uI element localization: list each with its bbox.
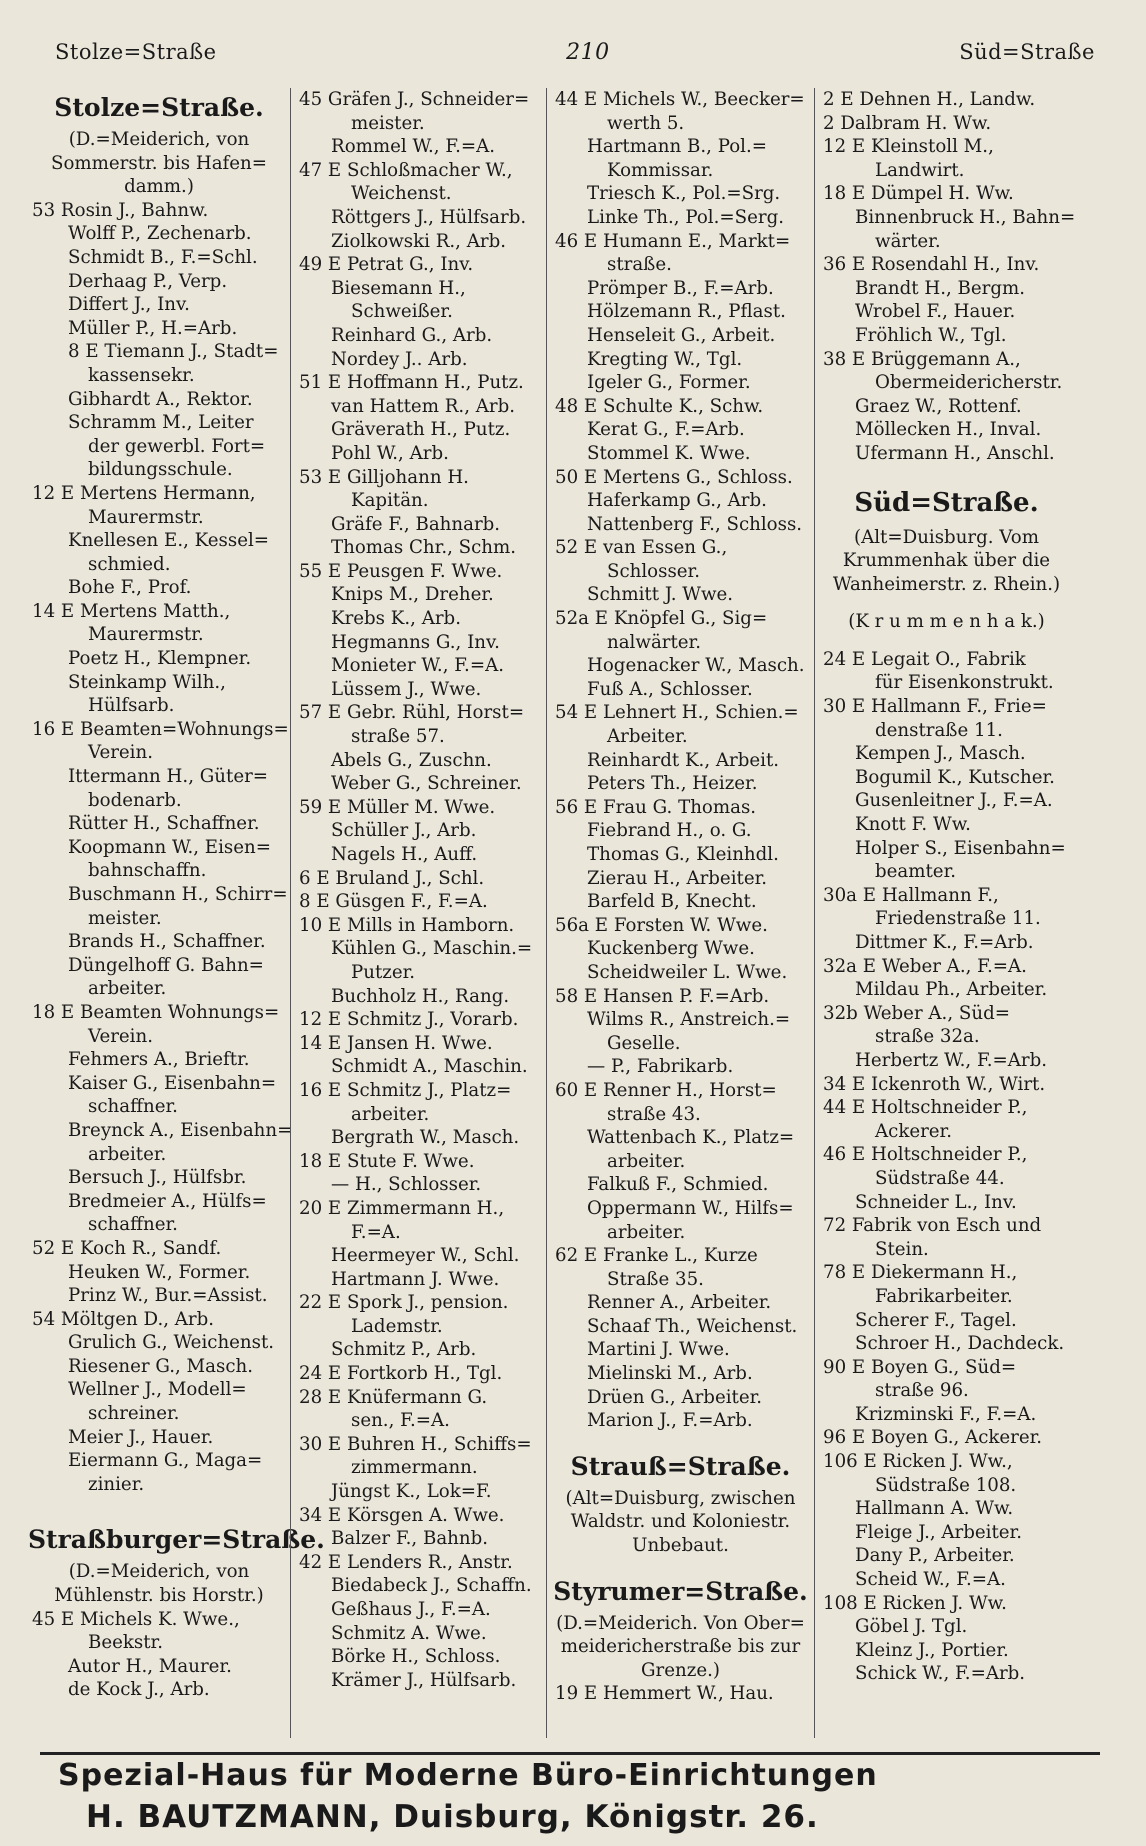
street-heading: Styrumer=Straße. xyxy=(553,1576,808,1606)
directory-entry: Bredmeier A., Hülfs= xyxy=(68,1190,267,1212)
directory-entry: Knott F. Ww. xyxy=(855,814,971,836)
directory-entry: straße 32a. xyxy=(875,1026,980,1048)
page-header xyxy=(55,40,1095,76)
directory-entry: Nattenberg F., Schloss. xyxy=(587,513,803,535)
directory-entry: Schmitz A. Wwe. xyxy=(331,1622,487,1644)
directory-entry: Gibhardt A., Rektor. xyxy=(68,388,253,410)
street-note: Wanheimerstr. z. Rhein.) xyxy=(832,573,1061,595)
street-note: meidericherstraße bis zur xyxy=(560,1636,801,1658)
directory-entry: Schaaf Th., Weichenst. xyxy=(587,1315,798,1337)
directory-entry: 56 E Frau G. Thomas. xyxy=(555,796,757,818)
directory-entry: 52a E Knöpfel G., Sig= xyxy=(555,608,768,630)
directory-entry: Gusenleitner J., F.=A. xyxy=(855,790,1053,812)
directory-entry: Monieter W., F.=A. xyxy=(331,655,504,677)
directory-entry: bodenarb. xyxy=(88,789,182,811)
directory-entry: 30 E Hallmann F., Frie= xyxy=(823,696,1047,718)
directory-entry: Oppermann W., Hilfs= xyxy=(587,1197,794,1219)
directory-entry: Wrobel F., Hauer. xyxy=(855,301,1016,323)
directory-entry: van Hattem R., Arb. xyxy=(331,395,516,417)
directory-entry: Straße 35. xyxy=(607,1268,704,1290)
directory-entry: 59 E Müller M. Wwe. xyxy=(299,796,496,818)
street-note: Grenze.) xyxy=(641,1659,720,1681)
directory-entry: Heuken W., Former. xyxy=(68,1261,251,1283)
street-heading: Stolze=Straße. xyxy=(54,93,264,122)
directory-entry: 8 E Güsgen F., F.=A. xyxy=(299,891,488,913)
street-note: (K r u m m e n h a k.) xyxy=(848,611,1045,633)
directory-entry: Biedabeck J., Schaffn. xyxy=(331,1575,532,1597)
street-note: damm.) xyxy=(124,176,194,198)
directory-entry: Landwirt. xyxy=(875,159,965,181)
directory-entry: 46 E Holtschneider P., xyxy=(823,1144,1028,1166)
directory-entry: Fabrikarbeiter. xyxy=(875,1285,1013,1307)
directory-entry: Lademstr. xyxy=(351,1315,443,1337)
directory-entry: Ittermann H., Güter= xyxy=(68,766,269,788)
directory-entry: Verein. xyxy=(88,742,153,764)
directory-entry: Thomas Chr., Schm. xyxy=(331,537,517,559)
directory-entry: Kapitän. xyxy=(351,490,429,512)
directory-entry: Geselle. xyxy=(607,1032,681,1054)
directory-entry: Röttgers J., Hülfsarb. xyxy=(331,206,527,228)
directory-entry: 78 E Diekermann H., xyxy=(823,1262,1018,1284)
directory-entry: Derhaag P., Verp. xyxy=(68,270,228,292)
directory-entry: Dany P., Arbeiter. xyxy=(855,1545,1015,1567)
street-note: (D.=Meiderich. Von Ober= xyxy=(556,1612,805,1634)
directory-entry: Marion J., F.=Arb. xyxy=(587,1410,753,1432)
directory-entry: 36 E Rosendahl H., Inv. xyxy=(823,254,1040,276)
directory-entry: Kühlen G., Maschin.= xyxy=(331,938,533,960)
directory-entry: 32b Weber A., Süd= xyxy=(823,1002,1010,1024)
directory-entry: Kerat G., F.=Arb. xyxy=(587,419,745,441)
directory-entry: Jüngst K., Lok=F. xyxy=(331,1481,492,1503)
directory-entry: Schmitz P., Arb. xyxy=(331,1339,477,1361)
directory-entry: Scherer F., Tagel. xyxy=(855,1309,1017,1331)
directory-entry: 52 E Koch R., Sandf. xyxy=(32,1237,222,1259)
street-heading: Straßburger=Straße. xyxy=(28,1525,325,1555)
directory-entry: Meier J., Hauer. xyxy=(68,1426,214,1448)
header-left: Stolze=Straße xyxy=(55,40,217,64)
directory-entry: straße 96. xyxy=(875,1380,969,1402)
directory-entry: 44 E Holtschneider P., xyxy=(823,1097,1028,1119)
column-2 xyxy=(290,88,546,1738)
column-4 xyxy=(814,88,1078,1738)
directory-entry: Autor H., Maurer. xyxy=(68,1655,232,1677)
directory-entry: 19 E Hemmert W., Hau. xyxy=(555,1683,774,1705)
directory-entry: 55 E Peusgen F. Wwe. xyxy=(299,560,503,582)
directory-entry: sen., F.=A. xyxy=(351,1410,450,1432)
directory-entry: meister. xyxy=(351,112,425,134)
directory-entry: 47 E Schloßmacher W., xyxy=(299,159,513,181)
directory-entry: Schneider L., Inv. xyxy=(855,1191,1017,1213)
directory-entry: Schmitt J. Wwe. xyxy=(587,584,734,606)
directory-entry: 14 E Mertens Matth., xyxy=(32,600,231,622)
directory-entry: 45 E Michels K. Wwe., xyxy=(32,1608,240,1630)
directory-entry: Steinkamp Wilh., xyxy=(68,671,226,693)
directory-entry: Hallmann A. Ww. xyxy=(855,1498,1014,1520)
directory-entry: 106 E Ricken J. Ww., xyxy=(823,1451,1013,1473)
directory-entry: 46 E Humann E., Markt= xyxy=(555,230,791,252)
directory-entry: Wattenbach K., Platz= xyxy=(587,1127,795,1149)
directory-entry: Schroer H., Dachdeck. xyxy=(855,1333,1065,1355)
directory-entry: — H., Schlosser. xyxy=(331,1174,482,1196)
directory-entry: Prömper B., F.=Arb. xyxy=(587,277,774,299)
directory-entry: 12 E Schmitz J., Vorarb. xyxy=(299,1009,519,1031)
directory-entry: Kregting W., Tgl. xyxy=(587,348,743,370)
directory-entry: 53 Rosin J., Bahnw. xyxy=(32,199,209,221)
spacer xyxy=(815,634,1078,648)
directory-entry: Grulich G., Weichenst. xyxy=(68,1332,275,1354)
street-note: Sommerstr. bis Hafen= xyxy=(51,152,267,174)
directory-entry: Fröhlich W., Tgl. xyxy=(855,324,1007,346)
directory-entry: 30a E Hallmann F., xyxy=(823,884,999,906)
directory-entry: 62 E Franke L., Kurze xyxy=(555,1245,758,1267)
directory-entry: Rommel W., F.=A. xyxy=(331,136,496,158)
directory-entry: Bersuch J., Hülfsbr. xyxy=(68,1167,247,1189)
directory-entry: arbeiter. xyxy=(88,978,167,1000)
street-note: Mühlenstr. bis Horstr.) xyxy=(54,1585,264,1607)
directory-entry: Kommissar. xyxy=(607,159,714,181)
directory-entry: arbeiter. xyxy=(607,1150,686,1172)
directory-entry: Weichenst. xyxy=(351,183,452,205)
street-note: Unbebaut. xyxy=(632,1535,729,1557)
directory-entry: Riesener G., Masch. xyxy=(68,1355,254,1377)
directory-entry: Brands H., Schaffner. xyxy=(68,931,266,953)
column-3 xyxy=(546,88,814,1738)
page-number: 210 xyxy=(566,40,610,65)
directory-entry: 72 Fabrik von Esch und xyxy=(823,1215,1042,1237)
directory-entry: 10 E Mills in Hamborn. xyxy=(299,914,515,936)
directory-entry: Bogumil K., Kutscher. xyxy=(855,766,1055,788)
directory-entry: wärter. xyxy=(875,230,941,252)
directory-entry: zinier. xyxy=(88,1473,145,1495)
header-right: Süd=Straße xyxy=(959,40,1095,64)
directory-entry: 38 E Brüggemann A., xyxy=(823,348,1021,370)
directory-entry: 12 E Kleinstoll M., xyxy=(823,136,994,158)
column-1 xyxy=(28,88,325,1738)
directory-entry: 2 E Dehnen H., Landw. xyxy=(823,89,1036,110)
directory-entry: Balzer F., Bahnb. xyxy=(331,1528,489,1550)
directory-entry: Friedenstraße 11. xyxy=(875,908,1041,930)
directory-entry: Ufermann H., Anschl. xyxy=(855,442,1055,464)
directory-entry: Graez W., Rottenf. xyxy=(855,395,1022,417)
directory-entry: arbeiter. xyxy=(88,1143,167,1165)
directory-entry: Stein. xyxy=(875,1238,929,1260)
directory-entry: Mielinski M., Arb. xyxy=(587,1363,753,1385)
directory-entry: Geßhaus J., F.=A. xyxy=(331,1599,491,1620)
directory-entry: Zierau H., Arbeiter. xyxy=(587,867,768,889)
directory-entry: schaffner. xyxy=(88,1214,178,1236)
directory-entry: straße. xyxy=(607,254,672,276)
directory-entry: 18 E Stute F. Wwe. xyxy=(299,1150,475,1172)
directory-entry: 51 E Hoffmann H., Putz. xyxy=(299,372,524,394)
directory-entry: Obermeidericherstr. xyxy=(875,372,1063,394)
directory-entry: Buschmann H., Schirr= xyxy=(68,884,288,905)
directory-entry: Drüen G., Arbeiter. xyxy=(587,1386,763,1408)
street-note: (D.=Meiderich, von xyxy=(68,129,250,150)
directory-entry: Koopmann W., Eisen= xyxy=(68,836,271,858)
directory-entry: Renner A., Arbeiter. xyxy=(587,1292,772,1314)
street-heading: Strauß=Straße. xyxy=(570,1451,791,1481)
directory-entry: 60 E Renner H., Horst= xyxy=(555,1079,777,1101)
directory-entry: straße 57. xyxy=(351,726,445,748)
directory-entry: 6 E Bruland J., Schl. xyxy=(299,867,485,889)
directory-entry: Bohe F., Prof. xyxy=(68,577,192,599)
directory-entry: Lüssem J., Wwe. xyxy=(331,678,482,700)
directory-entry: meister. xyxy=(88,907,162,929)
directory-entry: 30 E Buhren H., Schiffs= xyxy=(299,1433,532,1455)
directory-entry: Kuckenberg Wwe. xyxy=(587,938,755,960)
directory-entry: Fleige J., Arbeiter. xyxy=(855,1521,1023,1543)
directory-entry: Rütter H., Schaffner. xyxy=(68,813,260,835)
directory-entry: Henseleit G., Arbeit. xyxy=(587,324,776,346)
advert-line-1: Spezial-Haus für Moderne Büro-Einrichtungen xyxy=(58,1758,878,1793)
directory-entry: Schlosser. xyxy=(607,560,701,582)
directory-entry: — P., Fabrikarb. xyxy=(587,1056,734,1078)
directory-entry: 16 E Beamten=Wohnungs= xyxy=(32,718,289,740)
directory-entry: Martini J. Wwe. xyxy=(587,1339,730,1361)
street-note: Waldstr. und Koloniestr. xyxy=(570,1511,791,1533)
directory-entry: Bergrath W., Masch. xyxy=(331,1127,520,1149)
directory-entry: Hölzemann R., Pflast. xyxy=(587,301,786,323)
street-heading: Süd=Straße. xyxy=(854,487,1039,518)
directory-entry: 8 E Tiemann J., Stadt= xyxy=(68,341,279,363)
directory-entry: Möllecken H., Inval. xyxy=(855,419,1042,441)
directory-entry: Knips M., Dreher. xyxy=(331,584,494,606)
directory-entry: Reinhardt K., Arbeit. xyxy=(587,749,780,771)
directory-entry: Schmidt B., F.=Schl. xyxy=(68,246,258,268)
directory-entry: 24 E Legait O., Fabrik xyxy=(823,648,1026,670)
directory-entry: Eiermann G., Maga= xyxy=(68,1450,263,1472)
directory-entry: Knellesen E., Kessel= xyxy=(68,530,270,552)
directory-entry: Hegmanns G., Inv. xyxy=(331,631,500,653)
spacer xyxy=(815,596,1078,610)
directory-entry: Fehmers A., Brieftr. xyxy=(68,1049,250,1071)
directory-entry: arbeiter. xyxy=(607,1221,686,1243)
directory-entry: Herbertz W., F.=Arb. xyxy=(855,1049,1048,1071)
directory-entry: Linke Th., Pol.=Serg. xyxy=(587,206,784,228)
directory-entry: Göbel J. Tgl. xyxy=(855,1616,968,1638)
directory-entry: schmied. xyxy=(88,553,171,575)
directory-entry: Börke H., Schloss. xyxy=(331,1646,501,1668)
directory-entry: 54 E Lehnert H., Schien.= xyxy=(555,702,799,724)
directory-entry: Scheidweiler L. Wwe. xyxy=(587,961,788,983)
directory-entry: 2 Dalbram H. Ww. xyxy=(823,112,992,134)
directory-entry: Putzer. xyxy=(351,961,416,983)
directory-entry: Krämer J., Hülfsarb. xyxy=(331,1669,517,1691)
directory-entry: kassensekr. xyxy=(88,364,195,386)
directory-entry: Schramm M., Leiter xyxy=(68,412,254,434)
directory-columns xyxy=(28,88,1078,1738)
directory-entry: 53 E Gilljohann H. xyxy=(299,466,469,488)
directory-entry: Nagels H., Auff. xyxy=(331,844,478,865)
directory-entry: der gewerbl. Fort= xyxy=(88,435,266,457)
directory-entry: Scheid W., F.=A. xyxy=(855,1569,1006,1591)
directory-entry: Igeler G., Former. xyxy=(587,372,751,394)
directory-entry: Hülfsarb. xyxy=(88,695,175,717)
directory-entry: Krizminski F., F.=A. xyxy=(855,1403,1037,1425)
directory-entry: Maurermstr. xyxy=(88,624,204,646)
directory-entry: straße 43. xyxy=(607,1103,701,1125)
directory-entry: Triesch K., Pol.=Srg. xyxy=(587,183,781,205)
directory-entry: bahnschaffn. xyxy=(88,860,207,882)
directory-entry: Schick W., F.=Arb. xyxy=(855,1663,1026,1685)
directory-entry: 90 E Boyen G., Süd= xyxy=(823,1356,1017,1378)
directory-entry: Beekstr. xyxy=(88,1632,164,1654)
directory-entry: 18 E Dümpel H. Ww. xyxy=(823,183,1014,205)
directory-entry: schaffner. xyxy=(88,1096,178,1118)
directory-entry: Ziolkowski R., Arb. xyxy=(331,230,507,252)
directory-entry: Hogenacker W., Masch. xyxy=(587,655,805,677)
spacer xyxy=(815,466,1078,480)
directory-entry: 58 E Hansen P. F.=Arb. xyxy=(555,985,770,1007)
directory-entry: 24 E Fortkorb H., Tgl. xyxy=(299,1363,503,1385)
directory-entry: 20 E Zimmermann H., xyxy=(299,1197,505,1219)
directory-entry: Schweißer. xyxy=(351,301,453,323)
directory-entry: Kleinz J., Portier. xyxy=(855,1639,1009,1661)
directory-entry: 44 E Michels W., Beecker= xyxy=(555,89,805,110)
directory-entry: Maurermstr. xyxy=(88,506,204,528)
directory-entry: Stommel K. Wwe. xyxy=(587,442,751,464)
directory-entry: F.=A. xyxy=(351,1221,401,1243)
directory-entry: Differt J., Inv. xyxy=(68,294,190,316)
directory-entry: 57 E Gebr. Rühl, Horst= xyxy=(299,702,525,724)
directory-entry: Arbeiter. xyxy=(607,726,688,748)
directory-entry: 32a E Weber A., F.=A. xyxy=(823,955,1027,977)
spacer xyxy=(547,1558,814,1572)
directory-entry: Dittmer K., F.=Arb. xyxy=(855,932,1034,953)
directory-entry: nalwärter. xyxy=(607,631,702,653)
spacer xyxy=(547,1433,814,1447)
directory-entry: Prinz W., Bur.=Assist. xyxy=(68,1285,268,1307)
directory-entry: arbeiter. xyxy=(351,1103,430,1125)
directory-entry: 54 Möltgen D., Arb. xyxy=(32,1308,215,1330)
directory-entry: Schmidt A., Maschin. xyxy=(331,1056,528,1078)
directory-entry: 12 E Mertens Hermann, xyxy=(32,482,256,504)
directory-entry: Hartmann B., Pol.= xyxy=(587,136,768,158)
directory-entry: 48 E Schulte K., Schw. xyxy=(555,395,764,417)
directory-entry: 42 E Lenders R., Anstr. xyxy=(299,1551,513,1573)
directory-entry: 96 E Boyen G., Ackerer. xyxy=(823,1427,1043,1449)
directory-entry: Abels G., Zuschn. xyxy=(331,749,492,771)
directory-entry: Nordey J.. Arb. xyxy=(331,348,468,370)
directory-entry: Heermeyer W., Schl. xyxy=(331,1245,520,1267)
directory-entry: Biesemann H., xyxy=(331,277,466,299)
directory-entry: beamter. xyxy=(875,861,957,883)
directory-entry: Weber G., Schreiner. xyxy=(331,773,522,795)
street-note: (Alt=Duisburg, zwischen xyxy=(565,1487,796,1509)
directory-entry: denstraße 11. xyxy=(875,719,1003,741)
street-note: (D.=Meiderich, von xyxy=(68,1561,250,1583)
directory-entry: Holper S., Eisenbahn= xyxy=(855,837,1066,859)
advertisement-banner xyxy=(40,1752,1100,1839)
directory-entry: Thomas G., Kleinhdl. xyxy=(587,844,779,865)
directory-entry: Ackerer. xyxy=(875,1120,953,1142)
directory-entry: 50 E Mertens G., Schloss. xyxy=(555,466,793,488)
directory-entry: Reinhard G., Arb. xyxy=(331,324,493,346)
directory-entry: 14 E Jansen H. Wwe. xyxy=(299,1032,493,1054)
directory-entry: Verein. xyxy=(88,1025,153,1047)
directory-entry: 18 E Beamten Wohnungs= xyxy=(32,1001,280,1023)
directory-entry: für Eisenkonstrukt. xyxy=(875,672,1054,694)
directory-entry: 34 E Ickenroth W., Wirt. xyxy=(823,1073,1046,1095)
directory-entry: 16 E Schmitz J., Platz= xyxy=(299,1079,512,1101)
directory-entry: Südstraße 108. xyxy=(875,1474,1017,1496)
street-note: Krummenhak über die xyxy=(842,550,1051,572)
directory-entry: 108 E Ricken J. Ww. xyxy=(823,1592,1007,1614)
directory-entry: Wolff P., Zechenarb. xyxy=(68,223,252,245)
directory-entry: schreiner. xyxy=(88,1403,180,1425)
directory-entry: 34 E Körsgen A. Wwe. xyxy=(299,1504,505,1526)
directory-entry: Breynck A., Eisenbahn= xyxy=(68,1119,293,1141)
directory-entry: 22 E Spork J., pension. xyxy=(299,1292,509,1314)
directory-entry: de Kock J., Arb. xyxy=(68,1679,210,1701)
directory-entry: Pohl W., Arb. xyxy=(331,442,449,464)
directory-entry: werth 5. xyxy=(607,112,685,134)
directory-entry: Wilms R., Anstreich.= xyxy=(587,1009,791,1031)
directory-entry: 28 E Knüfermann G. xyxy=(299,1386,488,1408)
directory-entry: Gräverath H., Putz. xyxy=(331,419,511,441)
directory-entry: 49 E Petrat G., Inv. xyxy=(299,254,474,276)
street-note: (Alt=Duisburg. Vom xyxy=(854,526,1039,548)
directory-entry: 45 Gräfen J., Schneider= xyxy=(299,89,530,110)
directory-entry: 56a E Forsten W. Wwe. xyxy=(555,914,768,936)
directory-entry: zimmermann. xyxy=(351,1457,478,1479)
directory-entry: Mildau Ph., Arbeiter. xyxy=(855,979,1048,1001)
advert-line-2: H. BAUTZMANN, Duisburg, Königstr. 26. xyxy=(86,1799,819,1835)
directory-entry: Gräfe F., Bahnarb. xyxy=(331,513,501,535)
directory-entry: Fuß A., Schlosser. xyxy=(587,678,753,700)
directory-entry: Wellner J., Modell= xyxy=(68,1379,247,1401)
directory-entry: Hartmann J. Wwe. xyxy=(331,1268,500,1290)
directory-entry: Binnenbruck H., Bahn= xyxy=(855,206,1076,228)
directory-entry: Falkuß F., Schmied. xyxy=(587,1174,769,1196)
directory-entry: Kempen J., Masch. xyxy=(855,743,1026,765)
spacer xyxy=(28,1496,290,1520)
directory-entry: bildungsschule. xyxy=(88,459,233,481)
directory-entry: Kaiser G., Eisenbahn= xyxy=(68,1072,277,1094)
directory-entry: Krebs K., Arb. xyxy=(331,608,461,630)
directory-entry: Barfeld B, Knecht. xyxy=(587,891,757,913)
directory-entry: Müller P., H.=Arb. xyxy=(68,317,238,339)
directory-entry: Peters Th., Heizer. xyxy=(587,773,758,795)
directory-entry: Haferkamp G., Arb. xyxy=(587,490,767,512)
directory-entry: 52 E van Essen G., xyxy=(555,537,728,559)
directory-entry: Düngelhoff G. Bahn= xyxy=(68,954,264,976)
directory-entry: Südstraße 44. xyxy=(875,1167,1005,1189)
directory-entry: Fiebrand H., o. G. xyxy=(587,820,752,842)
directory-entry: Buchholz H., Rang. xyxy=(331,985,510,1007)
directory-entry: Brandt H., Bergm. xyxy=(855,277,1026,299)
directory-entry: Poetz H., Klempner. xyxy=(68,648,252,670)
directory-entry: Schüller J., Arb. xyxy=(331,820,477,842)
